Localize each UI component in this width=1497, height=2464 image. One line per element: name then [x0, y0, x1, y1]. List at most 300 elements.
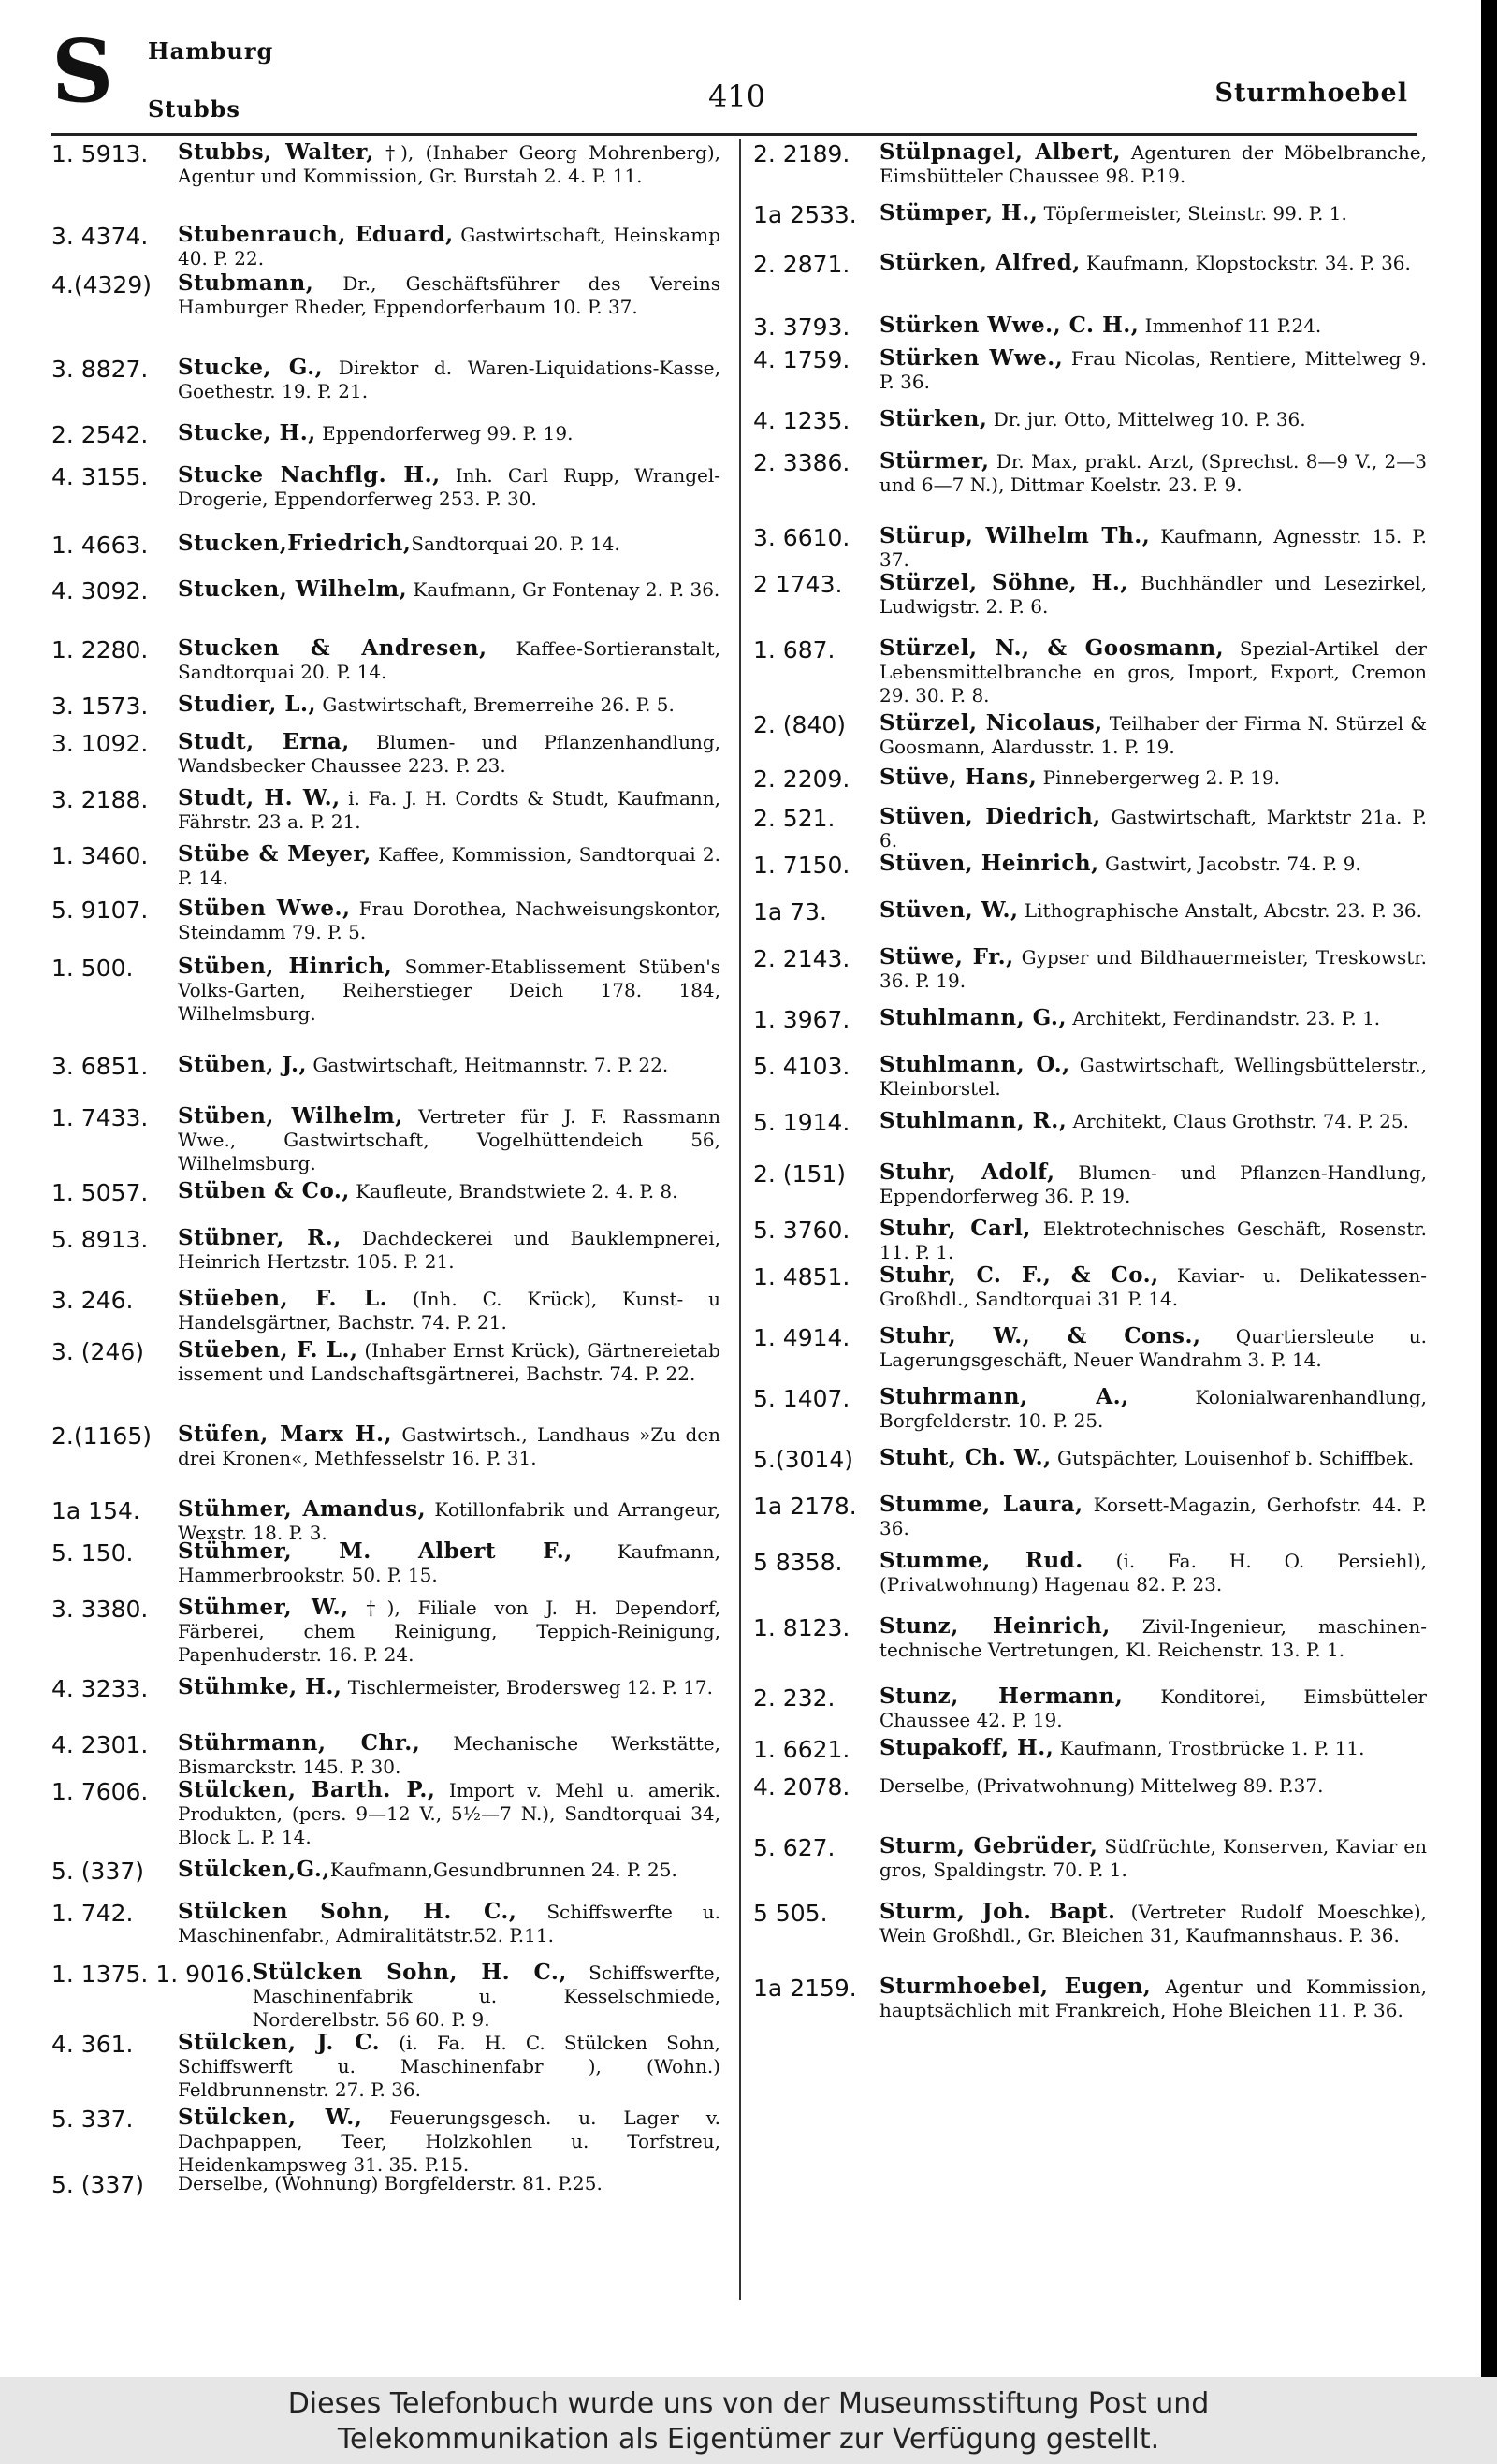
entry-text: [879, 524, 1427, 572]
phone-number: 3. 4374.: [51, 223, 149, 250]
footer-note: [0, 2377, 1497, 2464]
page-number: 410: [708, 79, 766, 114]
entry-detail: Kaffee, Kommission, Sandtorquai 2. P. 14.: [178, 843, 720, 889]
phone-number: 3. 1092.: [51, 730, 149, 757]
entry-text: [178, 577, 720, 605]
directory-entry: [753, 1217, 1427, 1264]
entry-detail: Gastwirtschaft, Wellingsbüttelerstr., Kleinborstel.: [879, 1054, 1427, 1100]
directory-entry: [51, 693, 720, 721]
phone-number: 2. 2871.: [753, 251, 850, 278]
scan-edge: [1481, 0, 1497, 2377]
phone-number: 4.(4329): [51, 271, 152, 299]
entry-text: [178, 2031, 720, 2102]
phone-number: 4. 3155.: [51, 463, 149, 490]
entry-name: Stucken & Andresen,: [178, 635, 487, 661]
directory-entry: [51, 730, 720, 778]
entry-text: [178, 140, 720, 188]
entry-detail: Korsett-Magazin, Gerhofstr. 44. P. 36.: [879, 1494, 1427, 1539]
entry-text: [178, 1104, 720, 1175]
entry-name: Stucken,Friedrich,: [178, 531, 412, 556]
entry-text: [879, 1160, 1427, 1208]
entry-name: Stüben, Wilhelm,: [178, 1103, 403, 1129]
entry-detail: Gypser und Bildhauermeister, Treskowstr. 36. P. 19.: [879, 946, 1427, 992]
entry-detail: Lithographische Anstalt, Abcstr. 23. P. 36.: [1018, 899, 1422, 922]
entry-name: Sturm, Gebrüder,: [879, 1833, 1098, 1859]
entry-name: Stuhr, C. F., & Co.,: [879, 1262, 1159, 1288]
phone-number: 3. 246.: [51, 1287, 134, 1314]
entry-text: [879, 1006, 1427, 1034]
directory-entry: [51, 1104, 720, 1175]
entry-text: [178, 693, 720, 721]
entry-name: Stüben, Hinrich,: [178, 954, 393, 979]
entry-text: [178, 421, 720, 449]
entry-text: [178, 532, 720, 560]
entry-detail: (Inh. C. Krück), Kunst- u Handelsgärtner, Bachstr. 74. P. 21.: [178, 1288, 720, 1334]
entry-text: [879, 805, 1427, 853]
entry-name: Stühmer, Amandus,: [178, 1496, 427, 1522]
phone-number: 1. 7150.: [753, 852, 850, 879]
phone-number: 1. 687.: [753, 636, 836, 663]
phone-number: 2 1743.: [753, 571, 843, 598]
phone-number: 3. 6610.: [753, 524, 850, 551]
directory-entry: [753, 313, 1427, 342]
entry-text: [178, 1778, 720, 1849]
entry-name: Stürmer,: [879, 448, 990, 474]
phone-number: 4. 2078.: [753, 1773, 850, 1801]
phone-number: 1a 2159.: [753, 1975, 857, 2002]
entry-name: Stümper, H.,: [879, 200, 1039, 226]
directory-entry: [753, 1900, 1427, 1947]
entry-name: Stübner, R.,: [178, 1225, 342, 1250]
entry-text: [879, 1493, 1427, 1540]
entry-text: [178, 271, 720, 319]
entry-text: [178, 1053, 720, 1081]
entry-text: [879, 407, 1427, 435]
entry-name: Stürzel, Nicolaus,: [879, 710, 1103, 736]
entry-name: Stühmer, M. Albert F.,: [178, 1538, 573, 1564]
entry-detail: Vertreter für J. F. Rassmann Wwe., Gastwirtschaft, Vogelhüttendeich 56, Wilhelmsburg.: [178, 1105, 720, 1174]
entry-name: Stuhlmann, R.,: [879, 1108, 1068, 1133]
entry-text: [879, 1684, 1427, 1732]
directory-entry: [51, 2031, 720, 2102]
range-from-label: Hamburg: [148, 37, 274, 65]
entry-detail: Frau Dorothea, Nachweisungskontor, Steindamm 79. P. 5.: [178, 897, 720, 943]
phone-number: 3. 1573.: [51, 693, 149, 720]
entry-name: Stucke Nachflg. H.,: [178, 462, 441, 488]
directory-entry: [51, 786, 720, 834]
directory-entry: [51, 1858, 720, 1886]
entry-text: [178, 1675, 720, 1703]
directory-entry: [753, 1160, 1427, 1208]
directory-entry: [51, 532, 720, 560]
phone-number: 1. 3967.: [753, 1006, 850, 1033]
directory-entry: [51, 140, 720, 188]
entry-name: Stülcken Sohn, H. C.,: [178, 1899, 517, 1924]
entry-detail: Pinnebergerweg 2. P. 19.: [1037, 766, 1280, 789]
directory-entry: [51, 421, 720, 449]
directory-entry: [753, 1684, 1427, 1732]
phone-number: 2. 2542.: [51, 421, 149, 448]
entry-name: Stürken Wwe.,: [879, 345, 1064, 371]
phone-number: 5. 4103.: [753, 1053, 850, 1080]
entry-detail: Mechanische Werkstätte, Bismarckstr. 145. P. 30.: [178, 1732, 720, 1778]
directory-entry: [51, 1338, 720, 1386]
phone-number: 4. 1235.: [753, 407, 850, 434]
entry-detail: Kaufmann, Trostbrücke 1. P. 11.: [1054, 1737, 1365, 1759]
phone-number: 5. (337): [51, 2171, 145, 2198]
entry-name: Stubmann,: [178, 270, 314, 296]
entry-text: [178, 2106, 720, 2177]
phone-number: 3. (246): [51, 1338, 145, 1365]
entry-detail: Derselbe, (Wohnung) Borgfelderstr. 81. P.25.: [178, 2172, 603, 2194]
directory-entry: [753, 201, 1427, 229]
phone-number: 2. 3386.: [753, 449, 850, 476]
directory-entry: [753, 1385, 1427, 1433]
header-rule: [51, 133, 1417, 136]
phone-number: 5. 1407.: [753, 1385, 850, 1412]
directory-entry: [753, 1006, 1427, 1034]
directory-entry: [753, 765, 1427, 794]
entry-name: Stürken, Alfred,: [879, 250, 1081, 275]
entry-name: Stüeben, F. L.,: [178, 1337, 358, 1363]
entry-text: [178, 1539, 720, 1587]
phone-number: 3. 3793.: [753, 313, 850, 341]
phone-number: 2. (151): [753, 1160, 847, 1188]
entry-name: Stunz, Hermann,: [879, 1684, 1124, 1709]
entry-detail: Elektrotechnisches Geschäft, Rosenstr. 11. P. 1.: [879, 1217, 1427, 1263]
phone-number: 1. 4914.: [753, 1324, 850, 1351]
entry-text: [178, 842, 720, 890]
directory-entry: [753, 449, 1427, 497]
entry-name: Stumme, Rud.: [879, 1548, 1083, 1573]
entry-detail: Südfrüchte, Konserven, Kaviar en gros, Spaldingstr. 70. P. 1.: [879, 1835, 1428, 1881]
entry-name: Stucke, G.,: [178, 355, 324, 380]
directory-entry: [51, 1731, 720, 1779]
entry-text: [879, 852, 1427, 880]
phone-number: 3. 6851.: [51, 1053, 149, 1080]
entry-name: Stuhr, Adolf,: [879, 1159, 1055, 1185]
entry-detail: Kaufmann, Hammerbrookstr. 50. P. 15.: [178, 1540, 720, 1586]
phone-number: 5. 150.: [51, 1539, 134, 1567]
directory-entry: [753, 1493, 1427, 1540]
entry-detail: (Vertreter Rudolf Moeschke), Wein Großhdl., Gr. Bleichen 31, Kaufmannshaus. P. 36.: [879, 1901, 1427, 1946]
entry-name: Stürup, Wilhelm Th.,: [879, 523, 1151, 548]
directory-entry: [753, 1446, 1427, 1474]
entry-text: [178, 1596, 720, 1667]
entry-detail: Kaviar- u. Delikatessen-Großhdl., Sandtorquai 31 P. 14.: [879, 1264, 1427, 1310]
phone-number: 5. 9107.: [51, 897, 149, 924]
entry-detail: Immenhof 11 P.24.: [1139, 314, 1322, 337]
entry-detail: Blumen- und Pflanzenhandlung, Wandsbecker Chaussee 223. P. 23.: [178, 731, 720, 777]
entry-text: [879, 636, 1427, 707]
entry-name: Sturm, Joh. Bapt.: [879, 1899, 1116, 1924]
entry-detail: Derselbe, (Privatwohnung) Mittelweg 89. P.37.: [879, 1774, 1324, 1797]
directory-entry: [51, 577, 720, 605]
entry-detail: Inh. Carl Rupp, Wrangel-Drogerie, Eppendorferweg 253. P. 30.: [178, 464, 720, 510]
entry-name: Stührmann, Chr.,: [178, 1730, 421, 1756]
phone-number: 1. 5057.: [51, 1179, 149, 1206]
entry-text: [178, 955, 720, 1026]
entry-detail: Gastwirtsch., Landhaus »Zu den drei Kronen«, Methfesselstr 16. P. 31.: [178, 1423, 720, 1469]
entry-name: Stumme, Laura,: [879, 1492, 1083, 1517]
entry-name: Stubbs, Walter,: [178, 139, 374, 165]
phone-number: 2. 232.: [753, 1684, 836, 1712]
entry-detail: Dr. jur. Otto, Mittelweg 10. P. 36.: [987, 408, 1306, 430]
entry-text: [253, 1961, 720, 2032]
directory-entry: [753, 1736, 1427, 1764]
entry-detail: Zivil-Ingenieur, maschinen-technische Vertretungen, Kl. Reichenstr. 13. P. 1.: [879, 1615, 1427, 1661]
entry-text: [879, 711, 1427, 759]
directory-entry: [753, 805, 1427, 853]
entry-text: [879, 1263, 1427, 1311]
entry-text: [879, 201, 1427, 229]
entry-text: [178, 1179, 720, 1207]
directory-entry: [753, 1324, 1427, 1372]
entry-detail: Kaufmann, Klopstockstr. 34. P. 36.: [1080, 252, 1411, 274]
entry-text: [178, 1338, 720, 1386]
entry-name: Stülcken,G.,: [178, 1857, 330, 1882]
phone-number: 3. 3380.: [51, 1596, 149, 1623]
phone-number: 1. 7433.: [51, 1104, 149, 1131]
phone-number: 2. 521.: [753, 805, 836, 832]
directory-entry: [753, 571, 1427, 619]
entry-detail: Quartiersleute u. Lagerungsgeschäft, Neuer Wandrahm 3. P. 14.: [879, 1325, 1428, 1371]
entry-detail: Kotillonfabrik und Arrangeur, Wexstr. 18. P. 3.: [178, 1498, 720, 1544]
entry-text: [178, 463, 720, 511]
entry-detail: i. Fa. J. H. Cordts & Studt, Kaufmann, Fährstr. 23 a. P. 21.: [178, 787, 720, 833]
phone-number: 5.(3014): [753, 1446, 853, 1473]
phone-number: 1. 4663.: [51, 532, 149, 559]
entry-name: Stüben Wwe.,: [178, 896, 351, 921]
entry-text: [879, 1975, 1427, 2022]
phone-number: 1a 2178.: [753, 1493, 857, 1520]
directory-entry: [51, 271, 720, 319]
entry-text: [879, 346, 1427, 394]
entry-name: Stunz, Heinrich,: [879, 1613, 1111, 1639]
phone-number: 2. 2189.: [753, 140, 850, 168]
phone-number: 1. 3460.: [51, 842, 149, 869]
entry-text: [178, 1287, 720, 1334]
entry-detail: Direktor d. Waren-Liquidations-Kasse, Goethestr. 19. P. 21.: [178, 357, 720, 402]
entry-detail: Tischlermeister, Brodersweg 12. P. 17.: [342, 1676, 713, 1699]
phone-number: 5 8358.: [753, 1549, 843, 1576]
entry-detail: Eppendorferweg 99. P. 19.: [315, 422, 574, 445]
entry-name: Stülcken, Barth. P.,: [178, 1777, 436, 1802]
directory-entry: [51, 463, 720, 511]
entry-name: Stucken, Wilhelm,: [178, 576, 408, 602]
directory-entry: [753, 898, 1427, 926]
directory-entry: [51, 955, 720, 1026]
directory-entry: [753, 1053, 1427, 1101]
entry-text: [178, 356, 720, 403]
phone-number: 5 505.: [753, 1900, 828, 1927]
entry-detail: Architekt, Ferdinandstr. 23. P. 1.: [1066, 1007, 1381, 1029]
phone-number: 1a 73.: [753, 898, 827, 926]
directory-entry: [51, 2171, 720, 2199]
directory-entry: [753, 945, 1427, 993]
entry-text: [879, 1446, 1427, 1474]
phone-number: 1. 8123.: [753, 1614, 850, 1641]
entry-name: Stürzel, N., & Goosmann,: [879, 635, 1225, 661]
directory-entry: [51, 1675, 720, 1703]
entry-detail: Kaufleute, Brandstwiete 2. 4. P. 8.: [349, 1180, 678, 1203]
entry-detail: Gastwirtschaft, Heinskamp 40. P. 22.: [178, 224, 720, 270]
phone-number: 5. 337.: [51, 2106, 134, 2133]
phone-number: 2. 2209.: [753, 765, 850, 793]
entry-detail: Import v. Mehl u. amerik. Produkten, (pers. 9—12 V., 5½—7 N.), Sandtorquai 34, Block L. P. 14.: [178, 1779, 720, 1848]
phone-number: 5. 1914.: [753, 1109, 850, 1136]
entry-detail: (i. Fa. H. O. Persiehl), (Privatwohnung) Hagenau 82. P. 23.: [879, 1550, 1427, 1596]
entry-detail: Agentur und Kommission, hauptsächlich mit Frankreich, Hohe Bleichen 11. P. 36.: [879, 1976, 1427, 2021]
phone-number: 1. 1375. 1. 9016.: [51, 1961, 253, 1988]
directory-entry: [753, 711, 1427, 759]
entry-name: Stüfen, Marx H.,: [178, 1422, 393, 1447]
entry-text: [879, 1736, 1427, 1764]
entry-text: [178, 1226, 720, 1274]
entry-name: Stülcken, J. C.: [178, 2030, 381, 2055]
entry-text: [879, 1834, 1427, 1882]
phone-number: 4. 3092.: [51, 577, 149, 605]
section-letter: S: [51, 21, 114, 122]
entry-text: [879, 1053, 1427, 1101]
directory-entry: [51, 1053, 720, 1081]
phone-number: 1. 2280.: [51, 636, 149, 663]
entry-detail: Gastwirtschaft, Heitmannstr. 7. P. 22.: [307, 1054, 669, 1076]
directory-entry: [753, 1834, 1427, 1882]
directory-entry: [753, 1109, 1427, 1137]
entry-text: [879, 1773, 1427, 1801]
entry-detail: Kaufmann, Gr Fontenay 2. P. 36.: [407, 578, 720, 601]
phone-number: 5. 627.: [753, 1834, 836, 1861]
directory-entry: [753, 407, 1427, 435]
entry-name: Stuhlmann, G.,: [879, 1005, 1067, 1030]
entry-text: [178, 636, 720, 684]
entry-detail: Sommer-Etablissement Stüben's Volks-Garten, Reiherstieger Deich 178. 184, Wilhelmsburg.: [178, 955, 720, 1025]
entry-text: [879, 1614, 1427, 1662]
directory-entry: [51, 1961, 720, 2032]
entry-name: Stüben, J.,: [178, 1052, 308, 1077]
entry-text: [879, 449, 1427, 497]
directory-entry: [51, 1900, 720, 1947]
directory-entry: [51, 1179, 720, 1207]
directory-entry: [51, 223, 720, 270]
entry-name: Stuht, Ch. W.,: [879, 1445, 1052, 1470]
directory-entry: [51, 636, 720, 684]
entry-detail: Blumen- und Pflanzen-Handlung, Eppendorferweg 36. P. 19.: [879, 1161, 1428, 1207]
phone-number: 4. 3233.: [51, 1675, 149, 1702]
entry-name: Stuhrmann, A.,: [879, 1384, 1129, 1409]
directory-entry: [51, 1287, 720, 1334]
entry-name: Studt, H. W.,: [178, 785, 341, 810]
directory-entry: [51, 842, 720, 890]
phone-number: 1. 6621.: [753, 1736, 850, 1763]
entry-name: Sturmhoebel, Eugen,: [879, 1974, 1152, 1999]
entry-name: Stülpnagel, Albert,: [879, 139, 1121, 165]
entry-detail: Buchhändler und Lesezirkel, Ludwigstr. 2. P. 6.: [879, 572, 1428, 618]
phone-number: 1. 5913.: [51, 140, 149, 168]
range-to-label: Sturmhoebel: [1214, 79, 1408, 108]
entry-detail: Dr., Geschäftsführer des Vereins Hamburger Rheder, Eppendorferbaum 10. P. 37.: [178, 272, 720, 318]
entry-text: [879, 1217, 1427, 1264]
entry-detail: Schiffswerfte u. Maschinenfabr., Admiralitätstr.52. P.11.: [178, 1901, 720, 1946]
entry-detail: Agenturen der Möbelbranche, Eimsbütteler Chaussee 98. P.19.: [879, 141, 1427, 187]
entry-name: Stuhlmann, O.,: [879, 1052, 1070, 1077]
directory-entry: [753, 1263, 1427, 1311]
directory-entry: [753, 346, 1427, 394]
directory-entry: [51, 2106, 720, 2177]
entry-text: [879, 571, 1427, 619]
phone-number: 1a 154.: [51, 1497, 140, 1524]
entry-detail: Kaufmann,Gesundbrunnen 24. P. 25.: [329, 1859, 677, 1881]
entry-name: Stühmer, W.,: [178, 1595, 349, 1620]
directory-entry: [51, 1596, 720, 1667]
entry-text: [879, 1549, 1427, 1596]
entry-text: [178, 786, 720, 834]
entry-name: Stülcken Sohn, H. C.,: [252, 1960, 567, 1985]
entry-detail: Gutspächter, Louisenhof b. Schiffbek.: [1051, 1447, 1415, 1469]
entry-text: [879, 1109, 1427, 1137]
entry-detail: Frau Nicolas, Rentiere, Mittelweg 9. P. 36.: [879, 347, 1427, 393]
entry-text: [879, 313, 1427, 342]
entry-text: [879, 251, 1427, 279]
entry-detail: Dr. Max, prakt. Arzt, (Sprechst. 8—9 V., 2—3 und 6—7 N.), Dittmar Koelstr. 23. P. 9.: [879, 450, 1427, 496]
entry-detail: †), Filiale von J. H. Dependorf, Färberei, chem Reinigung, Teppich-Reinigung, Papenhuderstr. 16. P. 24.: [178, 1596, 720, 1666]
directory-entry: [51, 1226, 720, 1274]
entry-name: Stüve, Hans,: [879, 765, 1038, 790]
directory-entry: [51, 1778, 720, 1849]
footer-line-2: Telekommunikation als Eigentümer zur Verfügung gestellt.: [337, 2423, 1160, 2456]
directory-entry: [753, 140, 1427, 188]
entry-detail: (i. Fa. H. C. Stülcken Sohn, Schiffswerft u. Maschinenfabr ), (Wohn.) Feldbrunnenstr. 27. P. 36.: [178, 2032, 720, 2101]
entry-text: [178, 730, 720, 778]
entry-detail: Gastwirtschaft, Bremerreihe 26. P. 5.: [316, 693, 675, 716]
entry-text: [879, 765, 1427, 794]
entry-detail: Teilhaber der Firma N. Stürzel & Goosmann, Alardusstr. 1. P. 19.: [879, 712, 1427, 758]
footer-line-1: Dieses Telefonbuch wurde uns von der Museumsstiftung Post und: [287, 2387, 1210, 2420]
entry-name: Stühmke, H.,: [178, 1674, 342, 1699]
entry-text: [178, 1900, 720, 1947]
entry-text: [178, 1858, 720, 1886]
phone-number: 3. 8827.: [51, 356, 149, 383]
phone-number: 1. 7606.: [51, 1778, 149, 1805]
directory-entry: [51, 1422, 720, 1470]
entry-detail: Schiffswerfte, Maschinenfabrik u. Kesselschmiede, Norderelbstr. 56 60. P. 9.: [252, 1961, 720, 2031]
entry-text: [879, 945, 1427, 993]
column-divider: [739, 139, 741, 2300]
entry-name: Stüwe, Fr.,: [879, 944, 1014, 970]
entry-name: Stucke, H.,: [178, 420, 316, 445]
directory-entry: [753, 251, 1427, 279]
entry-name: Stürzel, Söhne, H.,: [879, 570, 1128, 595]
entry-text: [178, 897, 720, 944]
phone-number: 2.(1165): [51, 1422, 152, 1450]
directory-entry: [51, 356, 720, 403]
phone-number: 2. 2143.: [753, 945, 850, 972]
phone-number: 5. (337): [51, 1858, 145, 1885]
entry-text: [879, 1385, 1427, 1433]
entry-name: Stübe & Meyer,: [178, 841, 371, 867]
phone-number: 1a 2533.: [753, 201, 857, 228]
entry-name: Stüven, W.,: [879, 897, 1019, 923]
entry-detail: Sandtorquai 20. P. 14.: [411, 532, 620, 555]
entry-detail: †), (Inhaber Georg Mohrenberg), Agentur und Kommission, Gr. Burstah 2. 4. P. 11.: [178, 141, 720, 187]
phone-number: 4. 1759.: [753, 346, 850, 373]
phone-number: 1. 4851.: [753, 1263, 850, 1290]
entry-name: Stüven, Diedrich,: [879, 804, 1101, 829]
directory-entry: [753, 852, 1427, 880]
directory-entry: [753, 1549, 1427, 1596]
directory-entry: [753, 524, 1427, 572]
